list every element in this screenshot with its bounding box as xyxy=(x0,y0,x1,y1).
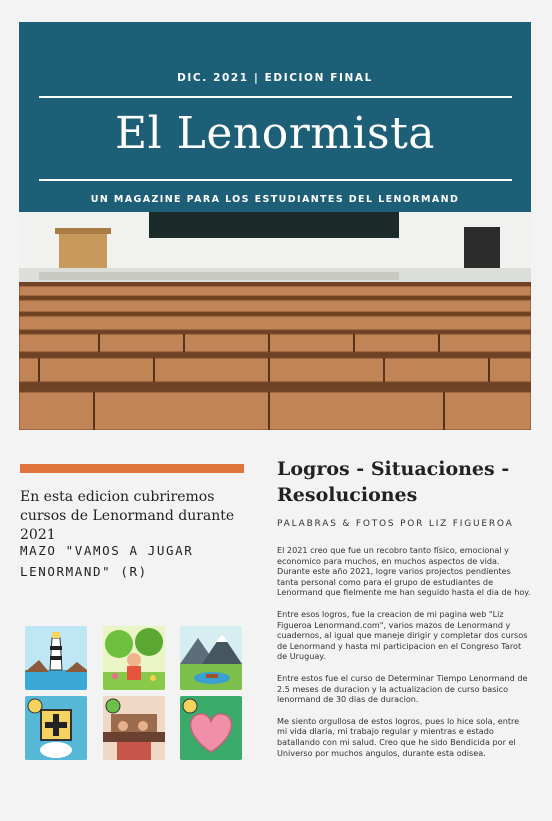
header-rule-top xyxy=(39,96,512,98)
magazine-title: El Lenormista xyxy=(114,108,436,159)
article-paragraph: Entre esos logros, fue la creacion de mi pagina web "Liz Figueroa Lenormand.com", varios mazos de Lenormand y cuadernos, al igual que maneje dirigir y completar dos cursos de Lenormand y hasta mi participacion en el Congreso Tarot de Uruguay. xyxy=(277,608,528,662)
article-byline: PALABRAS & FOTOS POR LIZ FIGUEROA xyxy=(277,519,514,529)
issue-label: DIC. 2021 | EDICION FINAL xyxy=(177,72,373,84)
crossroads-card-icon xyxy=(25,696,87,760)
magazine-tagline: UN MAGAZINE PARA LOS ESTUDIANTES DEL LENORMAND xyxy=(90,194,460,205)
lecture-hall-photo xyxy=(19,212,531,430)
article-paragraph: Entre estos fue el curso de Determinar Tiempo Lenormand de 2.5 meses de duracion y la actualizacion de curso basico lenormand de 30 dias de duracion. xyxy=(277,672,528,705)
lecture-hall-illustration xyxy=(19,212,531,430)
house-card-icon xyxy=(103,696,165,760)
article-paragraph: Me siento orgullosa de estos logros, pues lo hice sola, entre mi vida diaria, mi trabajo regular y mientras e estado batallando con mi salud. Creo que he sido Bendicida por el Universo por muchos angulos, durante esta odisea. xyxy=(277,715,520,758)
header-rule-bottom xyxy=(39,179,512,181)
lenormand-card-grid xyxy=(25,626,243,760)
masthead-banner xyxy=(19,22,531,212)
mountains-card-icon xyxy=(180,626,242,690)
garden-card-icon xyxy=(103,626,165,690)
section-accent-bar xyxy=(20,464,244,473)
deck-title: MAZO "VAMOS A JUGAR LENORMAND" (R) xyxy=(20,543,194,579)
heart-card-icon xyxy=(180,696,242,760)
article-title: Logros - Situaciones - Resoluciones xyxy=(277,458,510,506)
lighthouse-card-icon xyxy=(25,626,87,690)
article-body xyxy=(277,545,531,769)
article-paragraph: El 2021 creo que fue un recobro tanto físico, emocional y economico para muchos, en muchos aspectos de vida. Durante este año 2021, logre varios projectos pendientes tanta personal como para el grupo de estudiantes de Lenormand que fielmente me han seguido hasta el dia de hoy. xyxy=(277,545,531,598)
edition-intro: En esta edicion cubriremos cursos de Lenormand durante 2021 xyxy=(20,489,235,543)
